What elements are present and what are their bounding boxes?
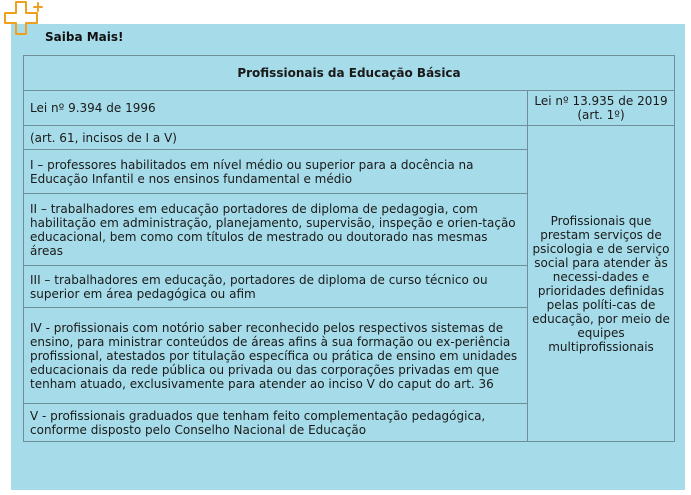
law-9394-cell: Lei nº 9.394 de 1996 bbox=[24, 91, 528, 126]
table-row-inciso-iv: IV - profissionais com notório saber reconhecido pelos respectivos sistemas de ensino, para ministrar conteúdos de áreas afins à sua formação ou ex-periência profissional, atestados por titulação específica ou prática de ensino em unidades educacionais da rede pública ou privada ou das corporações privadas em que tenham atuado, exclusivamente para atender ao inciso V do caput do art. 36 bbox=[24, 308, 528, 404]
table-header: Profissionais da Educação Básica bbox=[24, 56, 675, 91]
psychology-social-service-cell: Profissionais que prestam serviços de psicologia e de serviço social para atender às necessi-dades e prioridades definidas pelas políti-cas de educação, por meio de equipes multiprofissionais bbox=[528, 126, 675, 442]
profissionais-table bbox=[23, 55, 675, 442]
panel-title: Saiba Mais! bbox=[45, 30, 124, 44]
law-13935-cell: Lei nº 13.935 de 2019 (art. 1º) bbox=[528, 91, 675, 126]
plus-icon bbox=[0, 0, 48, 42]
table-row-inciso-i: I – professores habilitados em nível médio ou superior para a docência na Educação Infantil e nos ensinos fundamental e médio bbox=[24, 150, 528, 194]
table-row-inciso-v: V - profissionais graduados que tenham feito complementação pedagógica, conforme disposto pelo Conselho Nacional de Educação bbox=[24, 404, 528, 442]
table-row-inciso-ii: II – trabalhadores em educação portadores de diploma de pedagogia, com habilitação em administração, planejamento, supervisão, inspeção e orien-tação educacional, bem como com títulos de mestrado ou doutorado nas mesmas áreas bbox=[24, 194, 528, 266]
table-row-inciso-iii: III – trabalhadores em educação, portadores de diploma de curso técnico ou superior em área pedagógica ou afim bbox=[24, 266, 528, 308]
table-row-art61: (art. 61, incisos de I a V) bbox=[24, 126, 528, 150]
